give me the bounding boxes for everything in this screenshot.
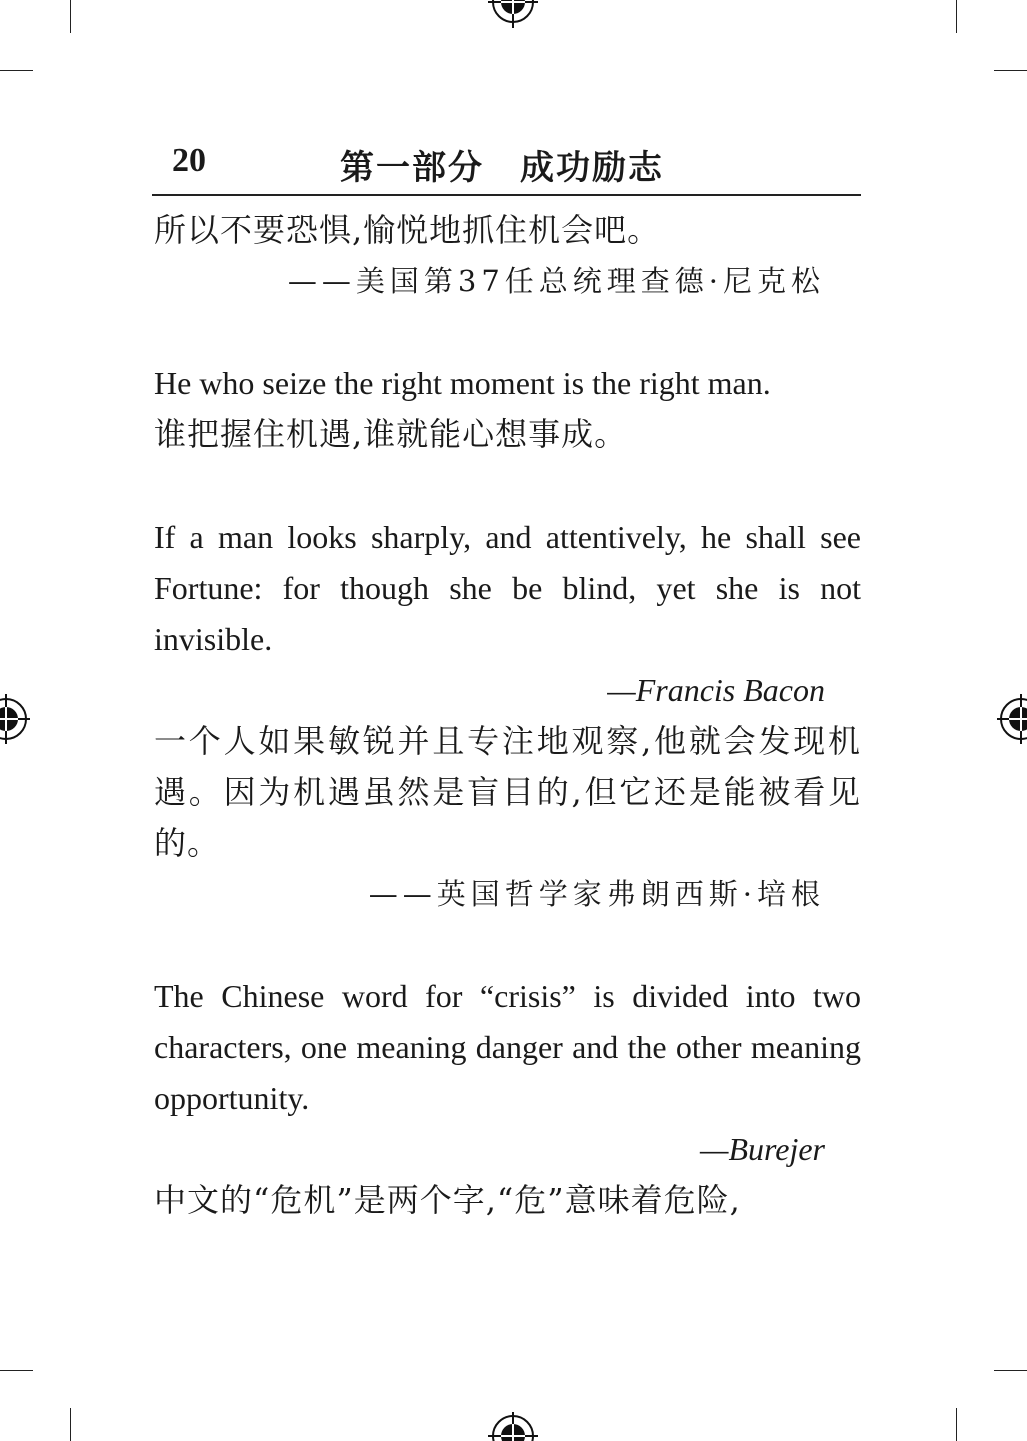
section-title: 第一部分 成功励志 — [340, 148, 664, 188]
crop-mark-top-left-horizontal — [0, 70, 33, 71]
english-quote: If a man looks sharply, and attentively, he shall see Fortune: for though she be blind, yet she is not invisible. — [154, 519, 861, 657]
english-attribution: —Burejer — [699, 1131, 825, 1167]
registration-mark-top-icon — [488, 0, 538, 28]
paragraph-spacer — [154, 306, 861, 358]
chinese-attribution: ——美国第37任总统理查德·尼克松 — [287, 264, 825, 298]
page-number: 20 — [172, 142, 206, 179]
english-attribution: —Francis Bacon — [607, 672, 825, 708]
chinese-translation: 所以不要恐惧,愉悦地抓住机会吧。 — [154, 211, 661, 249]
registration-mark-bottom-icon — [488, 1412, 538, 1441]
paragraph-spacer — [154, 460, 861, 512]
chinese-translation: 中文的“危机”是两个字,“危”意味着危险, — [154, 1181, 741, 1219]
crop-mark-top-right-horizontal — [994, 70, 1027, 71]
chinese-attribution: ——英国哲学家弗朗西斯·培根 — [368, 877, 825, 911]
crop-mark-bottom-right-horizontal — [994, 1370, 1027, 1371]
paragraph-spacer — [154, 919, 861, 971]
registration-mark-left-icon — [0, 694, 30, 744]
crop-mark-top-right-vertical — [956, 0, 957, 33]
english-quote: He who seize the right moment is the right man. — [154, 365, 771, 401]
page-body — [154, 205, 861, 1226]
crop-mark-bottom-right-vertical — [956, 1408, 957, 1441]
crop-mark-bottom-left-horizontal — [0, 1370, 33, 1371]
chinese-translation: 谁把握住机遇,谁就能心想事成。 — [154, 415, 628, 453]
english-quote: The Chinese word for “crisis” is divided into two characters, one meaning danger and the other meaning opportunity. — [154, 978, 861, 1116]
crop-mark-bottom-left-vertical — [70, 1408, 71, 1441]
header-rule — [152, 194, 861, 196]
crop-mark-top-left-vertical — [70, 0, 71, 33]
chinese-translation: 一个人如果敏锐并且专注地观察,他就会发现机遇。因为机遇虽然是盲目的,但它还是能被看见的。 — [154, 722, 861, 862]
registration-mark-right-icon — [997, 694, 1027, 744]
